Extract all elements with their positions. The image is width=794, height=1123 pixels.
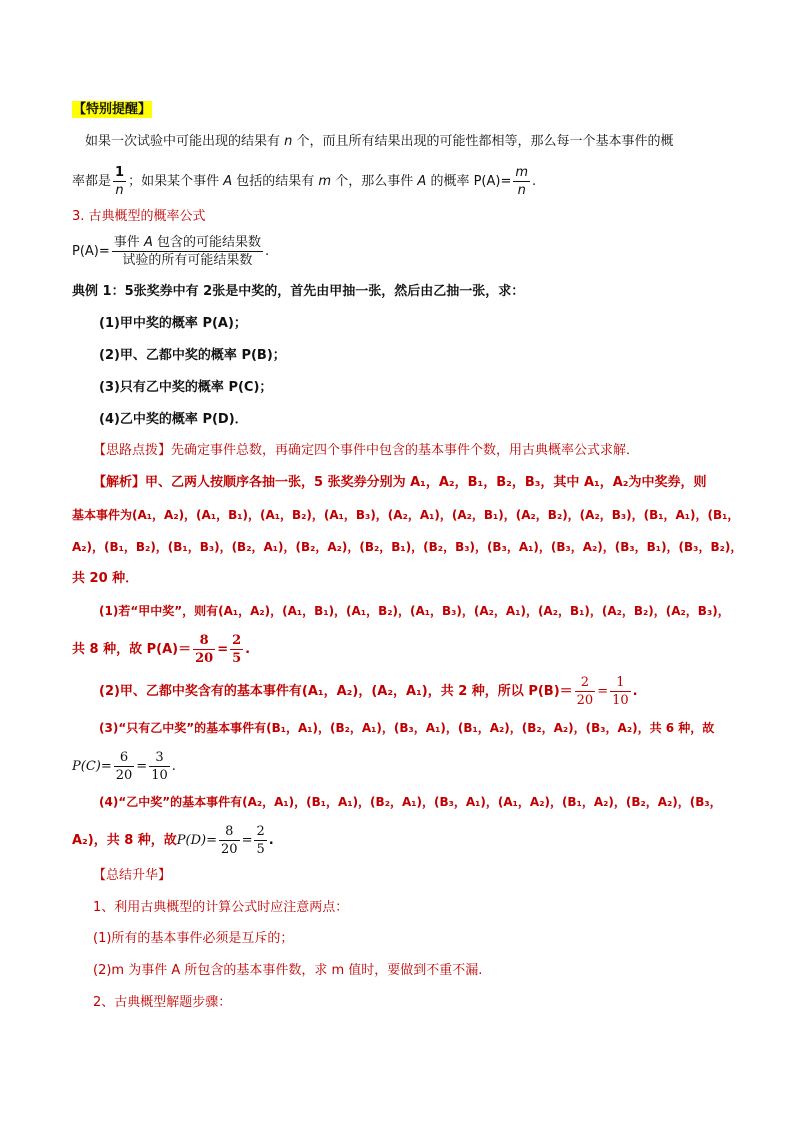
question-3: (3)只有乙中奖的概率 P(C)； [99,380,273,395]
fraction-6-20: $\frac{6}{20}$ [115,750,133,783]
fraction-2-5: $\frac{2}{5}$ [232,633,242,666]
part-4-line-2: A₂)，共 8 种，故P(D)= $\frac{8}{20}$ = $\frac{2}{5}$ . [72,824,274,857]
summary-point-2: 2、古典概型解题步骤： [93,995,232,1010]
part-1-line-1: (1)若“甲中奖”，则有(A₁，A₂)，(A₁，B₁)，(A₁，B₂)，(A₁，B₃)，(A₂，A₁)，(A₂，B₁)，(A₂，B₂)，(A₂，B₃)， [99,604,730,618]
example-stem: 典例 1：5张奖券中有 2张是中奖的，首先由甲抽一张，然后由乙抽一张，求： [72,284,525,299]
probability-formula: P(A)= $\frac{\text{事件 A 包含的可能结果数}}{\text{试验的所有可能结果数}}$ . [72,235,270,268]
solution-line-2: 基本事件为(A₁，A₂)，(A₁，B₁)，(A₁，B₂)，(A₁，B₃)，(A₂，A₁)，(A₂，B₁)，(A₂，B₂)，(A₂，B₃)，(B₁，A₁)，(B₁， [72,508,740,522]
fraction-8-20: $\frac{8}{20}$ [195,633,214,666]
fraction-1-10: $\frac{1}{10}$ [612,675,629,708]
solution-line-3: A₂)，(B₁，B₂)，(B₁，B₃)，(B₂，A₁)，(B₂，A₂)，(B₂，B₁)，(B₂，B₃)，(B₃，A₁)，(B₃，A₂)，(B₃，B₁)，(B₃，B₂)， [72,540,743,554]
part-1-line-2: 共 8 种，故 P(A)＝ $\frac{8}{20}$ = $\frac{2}{5}$ . [72,633,251,666]
summary-label: 【总结升华】 [93,868,172,883]
special-tip-line-1: 如果一次试验中可能出现的结果有 n 个，而且所有结果出现的可能性都相等，那么每一个基本事件的概 [85,134,674,149]
section-3-title: 3. 古典概型的概率公式 [72,209,206,224]
fraction-2-5-d: $\frac{2}{5}$ [256,824,265,857]
fraction-m-over-n: $\frac{m}{n}$ [515,165,529,198]
special-tip-label: 【特别提醒】 [73,102,152,117]
question-2: (2)甲、乙都中奖的概率 P(B)； [99,348,286,363]
solution-line-4: 共 20 种． [72,571,139,586]
part-3-line-2: P(C)= $\frac{6}{20}$ = $\frac{3}{10}$ . [72,750,176,783]
hint-line: 【思路点拨】先确定事件总数，再确定四个事件中包含的基本事件个数，用古典概率公式求解． [93,443,640,458]
solution-line-1: 【解析】甲、乙两人按顺序各抽一张，5 张奖券分别为 A₁，A₂，B₁，B₂，B₃，其中 A₁，A₂为中奖券，则 [93,475,707,490]
question-4: (4)乙中奖的概率 P(D)． [99,412,248,427]
formula-fraction: $\frac{\text{事件 A 包含的可能结果数}}{\text{试验的所有可能结果数}}$ [113,235,261,268]
part-4-line-1: (4)“乙中奖”的基本事件有(A₂，A₁)，(B₁，A₁)，(B₂，A₁)，(B₃，A₁)，(A₁，A₂)，(B₁，A₂)，(B₂，A₂)，(B₃， [99,795,722,809]
part-2-line: (2)甲、乙都中奖含有的基本事件有(A₁，A₂)，(A₂，A₁)，共 2 种，所以 P(B)＝ $\frac{2}{20}$ = $\frac{1}{10}$ . [99,675,638,708]
summary-point-1: 1、利用古典概型的计算公式时应注意两点： [93,900,349,915]
fraction-1-over-n: $\frac{1}{n}$ [115,165,125,198]
fraction-8-20-d: $\frac{8}{20}$ [221,824,238,857]
fraction-2-20: $\frac{2}{20}$ [576,675,594,708]
special-tip-line-2: 率都是 $\frac{1}{n}$ ；如果某个事件 A 包括的结果有 m 个，那么事件 A 的概率 P(A)= $\frac{m}{n}$ . [72,165,537,198]
question-1: (1)甲中奖的概率 P(A)； [99,316,247,331]
summary-point-1b: (2)m 为事件 A 所包含的基本事件数，求 m 值时，要做到不重不漏. [93,963,483,978]
fraction-3-10: $\frac{3}{10}$ [151,750,168,783]
part-3-line-1: (3)“只有乙中奖”的基本事件有(B₁，A₁)，(B₂，A₁)，(B₃，A₁)，(B₁，A₂)，(B₂，A₂)，(B₃，A₂)，共 6 种，故 [99,721,715,735]
summary-point-1a: (1)所有的基本事件必须是互斥的； [93,931,294,946]
